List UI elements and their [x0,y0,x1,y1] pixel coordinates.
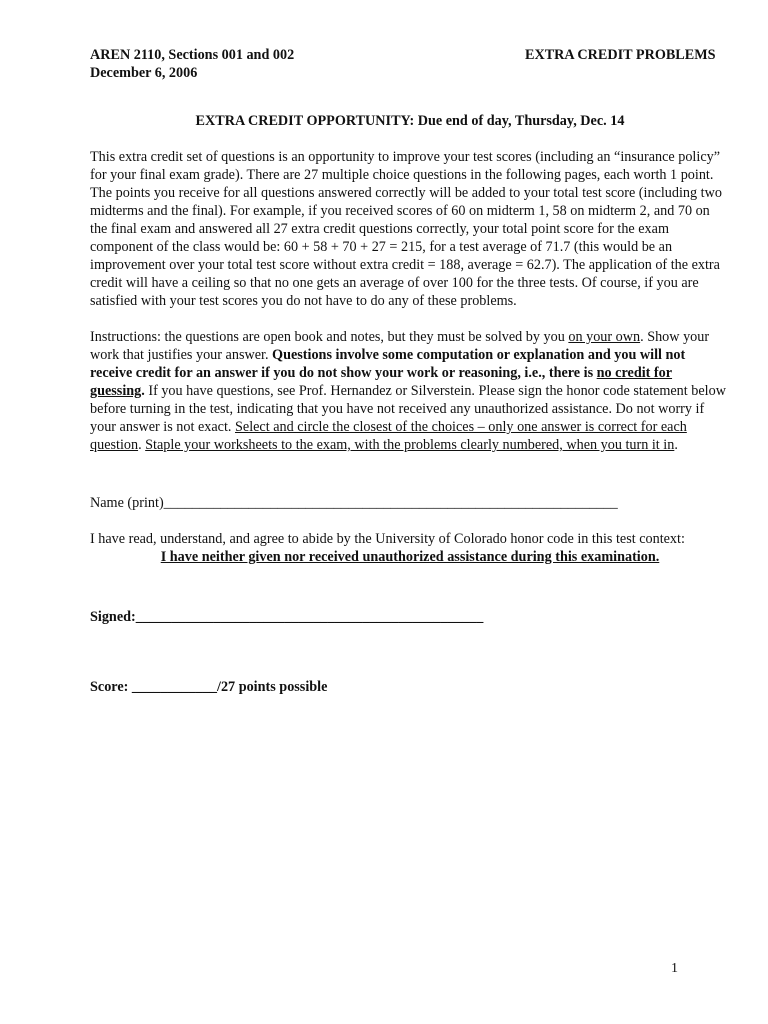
instructions-own-underlined: on your own [568,329,641,345]
signed-label: Signed: [90,609,136,625]
instructions-text-1: Instructions: the questions are open book and notes, but they must be solved by you [90,329,569,345]
header-label: EXTRA CREDIT PROBLEMS [525,47,716,63]
instructions-no-guessing: no credit for guessing [90,365,673,399]
honor-code-text: I have read, understand, and agree to abide by the University of Colorado honor code in this test context: [90,531,685,547]
instructions-text-3: If you have questions, see Prof. Hernandez or Silverstein. Please sign the honor code statement below before turning in the test, indicating that you have not received any unauthorized assistance. Do not worry if your answer is not exact. [90,383,726,435]
signature-field[interactable] [90,608,730,626]
score-label: Score: [90,679,132,695]
score-field [90,678,730,696]
honor-code-statement: I have neither given nor received unauthorized assistance during this examination. [160,549,660,565]
instructions-bold-1: Questions involve some computation or explanation and you will not receive credit for an answer if you do not show your work or reasoning, i.e., there is [90,347,686,381]
instructions-text-5: . [674,437,678,453]
signature-blank-line[interactable]: _________________________________________________ [135,609,484,625]
instructions-staple: Staple your worksheets to the exam, with the problems clearly numbered, when you turn it in [145,437,675,453]
score-blank-line[interactable]: ____________ [131,679,218,695]
page-number: 1 [671,961,678,976]
course-title: AREN 2110, Sections 001 and 002 [90,47,295,63]
page-title: EXTRA CREDIT OPPORTUNITY: Due end of day, Thursday, Dec. 14 [195,113,625,129]
document-date: December 6, 2006 [90,65,198,81]
score-suffix: /27 points possible [217,679,328,695]
name-label: Name (print) [90,495,164,511]
name-field[interactable] [90,494,730,512]
instructions-text-4: . [138,437,146,453]
exam-page [90,46,730,696]
instructions-text-2: . Show your work that justifies your answer. [90,329,710,363]
header-left [90,46,450,82]
name-blank-line[interactable]: ________________________________________________________________ [163,495,618,511]
page-header [90,46,730,82]
instructions-bold-period: . [141,383,145,399]
intro-paragraph: This extra credit set of questions is an opportunity to improve your test scores (including an “insurance policy” for your final exam grade). There are 27 multiple choice questions in the following pages, each worth 1 point. The points you receive for all questions answered correctly will be added to your total test score (including two midterms and the final). For example, if you received scores of 60 on midterm 1, 58 on midterm 2, and 70 on the final exam and answered all 27 extra credit questions correctly, your total point score for the exam component of the class would be: 60 + 58 + 70 + 27 = 215, for a test average of 71.7 (this would be an improvement over your total test score without extra credit = 188, average = 62.7). The application of the extra credit will have a ceiling so that no one gets an average of over 100 for the three tests. Of course, if you are satisfied with your test scores you do not have to do any of these problems. [90,149,722,309]
instructions-circle-closest: Select and circle the closest of the choices – only one answer is correct for each question [90,419,687,453]
instructions-paragraph [90,328,730,454]
